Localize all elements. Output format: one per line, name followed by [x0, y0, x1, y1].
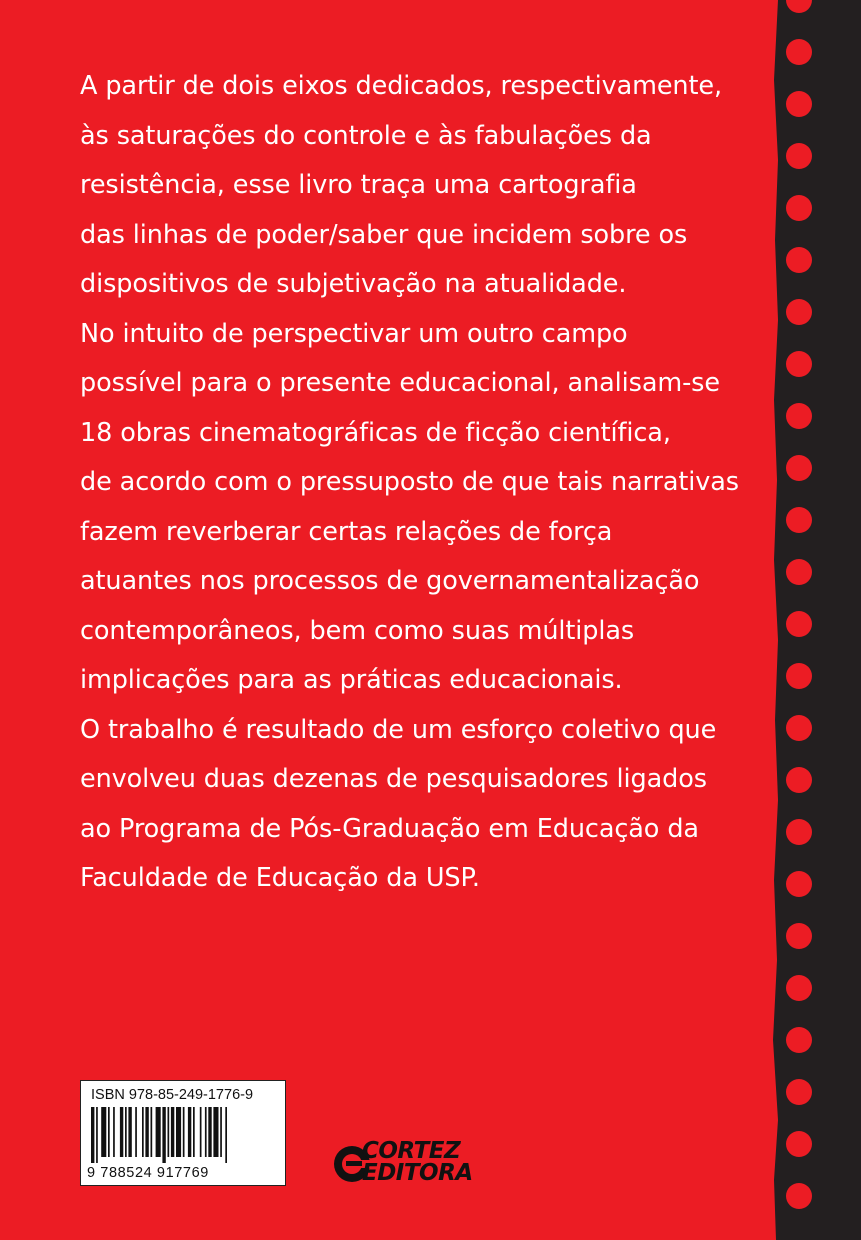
sprocket-hole	[786, 1131, 812, 1157]
blurb-line: possível para o presente educacional, analisam-se	[80, 368, 720, 398]
blurb-line: A partir de dois eixos dedicados, respectivamente,	[80, 71, 722, 101]
blurb-line: resistência, esse livro traça uma cartografia	[80, 170, 637, 200]
blurb-line: fazem reverberar certas relações de força	[80, 516, 613, 547]
barcode-bar	[220, 1107, 222, 1157]
film-strip-decoration	[772, 0, 861, 1240]
sprocket-hole	[786, 819, 812, 845]
sprocket-hole	[786, 975, 812, 1001]
blurb-line: contemporâneos, bem como suas múltiplas	[80, 615, 635, 646]
sprocket-hole	[786, 507, 812, 533]
sprocket-hole	[786, 1027, 812, 1053]
blurb-line: O trabalho é resultado de um esforço coletivo que	[80, 714, 717, 745]
isbn-digits: 9 788524 917769	[87, 1165, 209, 1181]
sprocket-hole	[786, 91, 812, 117]
barcode-bar	[120, 1107, 123, 1157]
sprocket-hole	[786, 247, 812, 273]
barcode-bar	[128, 1107, 131, 1157]
barcode-bar	[162, 1107, 165, 1163]
sprocket-hole	[786, 1079, 812, 1105]
sprocket-hole	[786, 299, 812, 325]
blurb-line: 18 obras cinematográficas de ficção científica,	[80, 417, 671, 448]
barcode-bar	[176, 1107, 181, 1157]
blurb-line: de acordo com o pressuposto de que tais narrativas	[80, 467, 739, 497]
sprocket-hole	[786, 195, 812, 221]
barcode-bar	[108, 1107, 110, 1157]
sprocket-hole	[786, 1183, 812, 1209]
blurb-text	[80, 62, 739, 904]
publisher-logo	[332, 1136, 472, 1192]
isbn-label: ISBN 978-85-249-1776-9	[91, 1087, 254, 1103]
barcode-bar	[91, 1107, 94, 1163]
film-strip-band	[773, 0, 861, 1240]
barcode-bar	[125, 1107, 127, 1157]
barcode-bar	[135, 1107, 137, 1157]
blurb-line: No intuito de perspectivar um outro campo	[80, 318, 628, 349]
barcode-bar	[213, 1107, 218, 1157]
blurb-line: ao Programa de Pós-Graduação em Educação da	[80, 813, 699, 844]
barcode-bar	[208, 1107, 211, 1157]
barcode-bar	[193, 1107, 195, 1157]
publisher-name-line2: EDITORA	[362, 1160, 473, 1186]
barcode-bar	[142, 1107, 144, 1157]
barcode-bar	[183, 1107, 185, 1157]
barcode-graphic	[91, 1107, 277, 1163]
sprocket-hole	[786, 715, 812, 741]
sprocket-hole	[786, 923, 812, 949]
barcode-bar	[151, 1107, 153, 1157]
blurb-line: implicações para as práticas educacionais.	[80, 665, 623, 695]
barcode-bar	[225, 1107, 227, 1163]
blurb-line: atuantes nos processos de governamentalização	[80, 566, 700, 596]
barcode-bar	[156, 1107, 161, 1157]
blurb-line: dispositivos de subjetivação na atualidade.	[80, 269, 627, 299]
film-strip-graphic	[772, 0, 861, 1240]
publisher-name	[362, 1140, 473, 1184]
sprocket-hole	[786, 767, 812, 793]
blurb-line: das linhas de poder/saber que incidem sobre os	[80, 219, 688, 250]
sprocket-hole	[786, 663, 812, 689]
barcode-bar	[96, 1107, 98, 1163]
blurb-line: envolveu duas dezenas de pesquisadores ligados	[80, 764, 707, 794]
barcode-bar	[205, 1107, 207, 1157]
sprocket-hole	[786, 351, 812, 377]
barcode-bar	[113, 1107, 115, 1157]
barcode-bar	[101, 1107, 106, 1157]
barcode-bar	[171, 1107, 174, 1157]
sprocket-hole	[786, 871, 812, 897]
sprocket-hole	[786, 455, 812, 481]
barcode-bar	[188, 1107, 191, 1157]
isbn-barcode-box	[80, 1080, 286, 1186]
sprocket-hole	[786, 559, 812, 585]
blurb-line: Faculdade de Educação da USP.	[80, 863, 480, 893]
barcode-bar	[200, 1107, 202, 1157]
sprocket-hole	[786, 39, 812, 65]
sprocket-hole	[786, 611, 812, 637]
publisher-name-line1: CORTEZ	[362, 1138, 461, 1164]
barcode-bar	[168, 1107, 170, 1157]
blurb-line: às saturações do controle e às fabulações da	[80, 120, 652, 151]
sprocket-hole	[786, 403, 812, 429]
sprocket-hole	[786, 143, 812, 169]
barcode-bar	[145, 1107, 148, 1157]
